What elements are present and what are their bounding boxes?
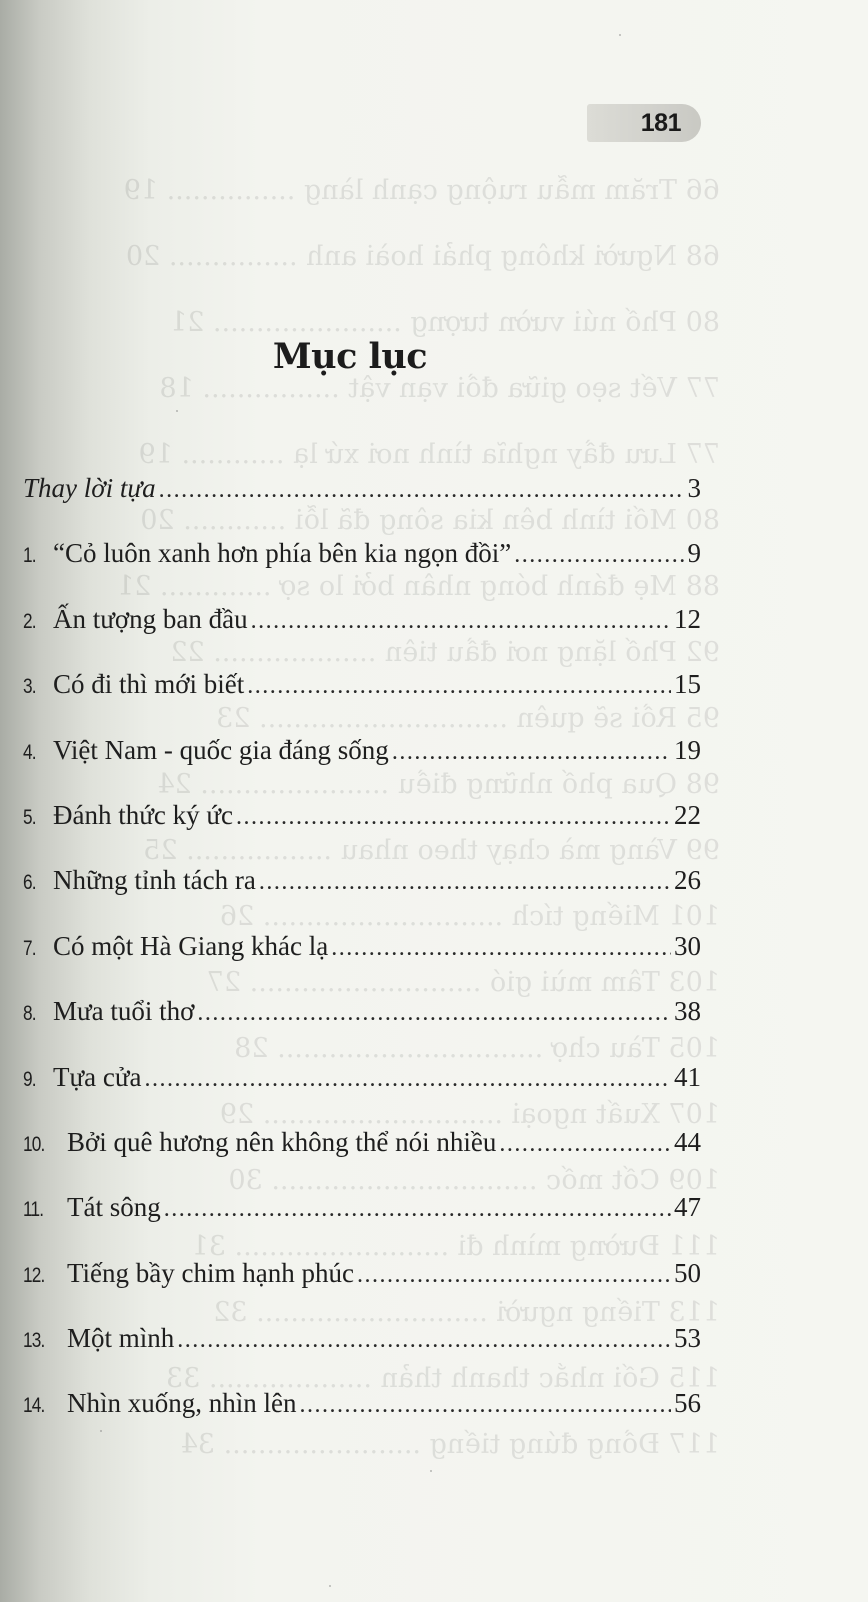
toc-entry-page: 56 xyxy=(674,1388,701,1419)
toc-entry-page: 41 xyxy=(674,1061,701,1092)
dot-leader xyxy=(159,477,685,504)
paper-speck xyxy=(619,34,621,36)
toc-entry-title: Mưa tuổi thơ xyxy=(53,996,195,1027)
toc-entry-number: 6. xyxy=(23,871,36,895)
paper-speck xyxy=(430,1470,432,1472)
toc-entry-page: 44 xyxy=(674,1126,701,1157)
toc-entry xyxy=(23,1323,701,1388)
toc-entry-title: Những tỉnh tách ra xyxy=(53,865,256,896)
toc-entry-number: 7. xyxy=(23,936,36,960)
dot-leader xyxy=(514,542,684,569)
toc-entry xyxy=(23,800,701,865)
toc-entry xyxy=(23,931,701,996)
toc-entry-title: Một mình xyxy=(67,1323,175,1354)
toc-entry-page: 9 xyxy=(687,538,701,569)
toc-entry-number: 1. xyxy=(23,544,36,568)
toc-entry-page: 50 xyxy=(674,1257,701,1288)
dot-leader xyxy=(300,1392,672,1419)
toc-entry-title: Tát sông xyxy=(67,1192,161,1223)
toc-entry-number: 12. xyxy=(23,1263,45,1287)
dot-leader xyxy=(392,739,671,766)
toc-entry-title: Có một Hà Giang khác lạ xyxy=(53,930,329,961)
toc-entry-title: Việt Nam - quốc gia đáng sống xyxy=(53,734,389,765)
toc-entry-number: 4. xyxy=(23,740,36,764)
toc-entry-title: Đánh thức ký ức xyxy=(53,799,233,830)
dot-leader xyxy=(197,1000,671,1027)
paper-speck xyxy=(176,410,178,412)
toc-entry xyxy=(23,1388,701,1453)
toc-entry-number: 11. xyxy=(23,1198,44,1222)
toc-entry-page: 47 xyxy=(674,1192,701,1223)
page-number: 181 xyxy=(640,108,681,137)
toc-entry-title: Thay lời tựa xyxy=(23,473,156,503)
toc-entry xyxy=(23,1258,701,1323)
toc-entry-page: 3 xyxy=(687,473,701,503)
toc-entry-title: Ấn tượng ban đầu xyxy=(53,603,248,634)
toc-entry-page: 12 xyxy=(674,603,701,634)
toc-entry xyxy=(23,473,701,538)
toc-entry-title: Tiếng bầy chim hạnh phúc xyxy=(67,1257,354,1288)
toc-entry-number: 14. xyxy=(23,1394,45,1418)
paper-speck xyxy=(329,1585,331,1587)
table-of-contents xyxy=(23,473,701,1454)
toc-entry xyxy=(23,669,701,734)
toc-entry xyxy=(23,865,701,930)
page-number-tab xyxy=(587,104,701,142)
toc-entry-number: 9. xyxy=(23,1067,36,1091)
toc-entry-title: Tựa cửa xyxy=(53,1061,142,1092)
toc-entry-title: Bởi quê hương nên không thể nói nhiều xyxy=(67,1126,497,1157)
toc-entry-title: Có đi thì mới biết xyxy=(53,669,245,700)
toc-title: Mục lục xyxy=(272,336,428,377)
dot-leader xyxy=(144,1066,671,1093)
toc-entry xyxy=(23,996,701,1061)
toc-entry-title: Nhìn xuống, nhìn lên xyxy=(67,1388,297,1419)
toc-entry xyxy=(23,735,701,800)
toc-entry-number: 5. xyxy=(23,805,36,829)
toc-entry-number: 10. xyxy=(23,1132,45,1156)
toc-entry xyxy=(23,1127,701,1192)
dot-leader xyxy=(331,935,671,962)
toc-entry-page: 53 xyxy=(674,1323,701,1354)
toc-entry xyxy=(23,604,701,669)
toc-entry-number: 8. xyxy=(23,1002,36,1026)
dot-leader xyxy=(259,869,671,896)
dot-leader xyxy=(357,1262,671,1289)
show-through-texture: 66 Trăm mẫu ruộng cạnh làng ............... 19 68 Người không phải hoài anh ............... 20 80 Phố núi vườn tượng ...................... 21 77 Vết sẹo giữa đồi vạn vật ................ 18 77 Lưu đầy nghĩa tình nơi xứ lạ ............ 19 80 Mối tình bên kia sông đã lỗi ............ 20 88 Mẹ đánh bóng nhân bởi lo sợ ............. 21 92 Phố lặng nơi đầu tiên ................... 22 95 Rồi sẽ quên ............................. 23 98 Qua phố những điều ...................... 24 99 Vàng mà chạy theo nhau ................. 25 101 Miếng tích ............................ 26 103 Tâm mùi gió ........................... 27 105 Tàu chợ ............................... 28 107 Xuất ngoại ............................ 29 109 Cốt mốc ............................... 30 111 Đường mình đi ......................... 31 113 Tiếng người ........................... 32 115 Gối nhắc thanh thản ................... 33 117 Đồng đúng tiếng ....................... 34 xyxy=(117,175,720,1460)
toc-entry-page: 26 xyxy=(674,865,701,896)
toc-entry-page: 22 xyxy=(674,799,701,830)
dot-leader xyxy=(164,1196,671,1223)
dot-leader xyxy=(251,608,671,635)
toc-entry-title: “Cỏ luôn xanh hơn phía bên kia ngọn đồi” xyxy=(53,538,512,569)
dot-leader xyxy=(247,673,671,700)
toc-entry-page: 38 xyxy=(674,996,701,1027)
toc-entry-number: 13. xyxy=(23,1329,45,1353)
dot-leader xyxy=(499,1131,671,1158)
dot-leader xyxy=(177,1327,671,1354)
toc-entry-number: 3. xyxy=(23,675,36,699)
toc-entry xyxy=(23,538,701,603)
toc-entry xyxy=(23,1192,701,1257)
toc-entry-page: 30 xyxy=(674,930,701,961)
dot-leader xyxy=(236,804,671,831)
toc-entry xyxy=(23,1062,701,1127)
toc-entry-page: 19 xyxy=(674,734,701,765)
paper-speck xyxy=(100,1430,102,1432)
toc-entry-number: 2. xyxy=(23,609,36,633)
toc-entry-page: 15 xyxy=(674,669,701,700)
